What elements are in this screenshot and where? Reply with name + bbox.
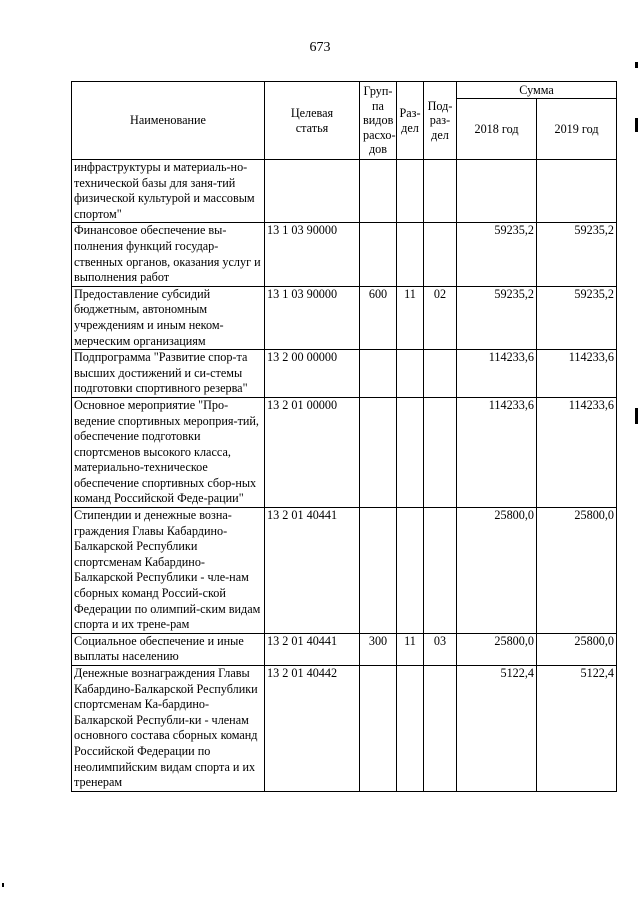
- section-code: 11: [397, 633, 424, 665]
- subsection-code: [424, 160, 457, 223]
- sum-2018: 25800,0: [457, 633, 537, 665]
- sum-2018: 5122,4: [457, 666, 537, 792]
- sum-2019: 114233,6: [537, 397, 617, 507]
- section-code: [397, 160, 424, 223]
- row-name: Подпрограмма "Развитие спор-та высших достижений и си-стемы подготовки спортивного резерва": [72, 350, 265, 398]
- table-row: [72, 350, 617, 398]
- subsection-code: 03: [424, 633, 457, 665]
- subsection-code: [424, 397, 457, 507]
- target-code: 13 1 03 90000: [265, 223, 360, 286]
- row-name: инфраструктуры и материаль-но-технической базы для заня-тий физической культурой и массовым спортом": [72, 160, 265, 223]
- table-row: [72, 666, 617, 792]
- sum-2018: [457, 160, 537, 223]
- row-name: Социальное обеспечение и иные выплаты населению: [72, 633, 265, 665]
- budget-table: [71, 81, 617, 792]
- subsection-code: [424, 223, 457, 286]
- sum-2019: 59235,2: [537, 223, 617, 286]
- table-row: [72, 633, 617, 665]
- table-row: [72, 508, 617, 634]
- page-number: 673: [309, 40, 331, 55]
- target-code: 13 2 01 00000: [265, 397, 360, 507]
- subsection-code: [424, 350, 457, 398]
- target-code: 13 2 01 40442: [265, 666, 360, 792]
- edge-mark: [635, 118, 638, 132]
- row-name: Основное мероприятие "Про-ведение спортивных мероприя-тий, обеспечение подготовки спортсменов высокого класса, материально-техническое обеспечение спортивных сбор-ных команд Российской Феде-рации": [72, 397, 265, 507]
- header-2019: 2019 год: [537, 99, 617, 160]
- expense-group: [360, 350, 397, 398]
- header-subsection: Под- раз- дел: [424, 82, 457, 160]
- edge-mark: [2, 883, 4, 887]
- section-code: [397, 350, 424, 398]
- table-row: [72, 286, 617, 349]
- header-sum: Сумма: [457, 82, 617, 99]
- row-name: Предоставление субсидий бюджетным, автономным учреждениям и иным неком-мерческим организациям: [72, 286, 265, 349]
- sum-2019: 25800,0: [537, 633, 617, 665]
- expense-group: 300: [360, 633, 397, 665]
- header-target: Целевая статья: [265, 82, 360, 160]
- section-code: 11: [397, 286, 424, 349]
- edge-mark: [635, 408, 638, 424]
- sum-2018: 114233,6: [457, 350, 537, 398]
- sum-2018: 59235,2: [457, 223, 537, 286]
- section-code: [397, 508, 424, 634]
- subsection-code: [424, 666, 457, 792]
- expense-group: [360, 223, 397, 286]
- sum-2019: 25800,0: [537, 508, 617, 634]
- table-row: [72, 160, 617, 223]
- target-code: 13 2 01 40441: [265, 508, 360, 634]
- header-name: Наименование: [72, 82, 265, 160]
- subsection-code: 02: [424, 286, 457, 349]
- table-row: [72, 397, 617, 507]
- sum-2019: 114233,6: [537, 350, 617, 398]
- header-group: Груп- па видов расхо- дов: [360, 82, 397, 160]
- row-name: Денежные вознаграждения Главы Кабардино-Балкарской Республики спортсменам Ка-бардино-Балкарской Республи-ки - членам основного состава сборных команд Российской Федерации по неолимпийским видам спорта и их тренерам: [72, 666, 265, 792]
- table-row: [72, 223, 617, 286]
- expense-group: [360, 666, 397, 792]
- section-code: [397, 223, 424, 286]
- sum-2018: 25800,0: [457, 508, 537, 634]
- target-code: 13 2 00 00000: [265, 350, 360, 398]
- expense-group: [360, 397, 397, 507]
- sum-2019: 5122,4: [537, 666, 617, 792]
- target-code: 13 1 03 90000: [265, 286, 360, 349]
- sum-2019: 59235,2: [537, 286, 617, 349]
- sum-2018: 59235,2: [457, 286, 537, 349]
- header-section: Раз- дел: [397, 82, 424, 160]
- expense-group: 600: [360, 286, 397, 349]
- section-code: [397, 666, 424, 792]
- sum-2018: 114233,6: [457, 397, 537, 507]
- expense-group: [360, 508, 397, 634]
- header-2018: 2018 год: [457, 99, 537, 160]
- expense-group: [360, 160, 397, 223]
- edge-mark: [635, 62, 638, 68]
- sum-2019: [537, 160, 617, 223]
- row-name: Финансовое обеспечение вы-полнения функций государ-ственных органов, оказания услуг и выполнения работ: [72, 223, 265, 286]
- target-code: [265, 160, 360, 223]
- section-code: [397, 397, 424, 507]
- row-name: Стипендии и денежные возна-граждения Главы Кабардино-Балкарской Республики спортсменам Кабардино-Балкарской Республики - чле-нам сборных команд Россий-ской Федерации по олимпий-ским видам спорта и их трене-рам: [72, 508, 265, 634]
- target-code: 13 2 01 40441: [265, 633, 360, 665]
- subsection-code: [424, 508, 457, 634]
